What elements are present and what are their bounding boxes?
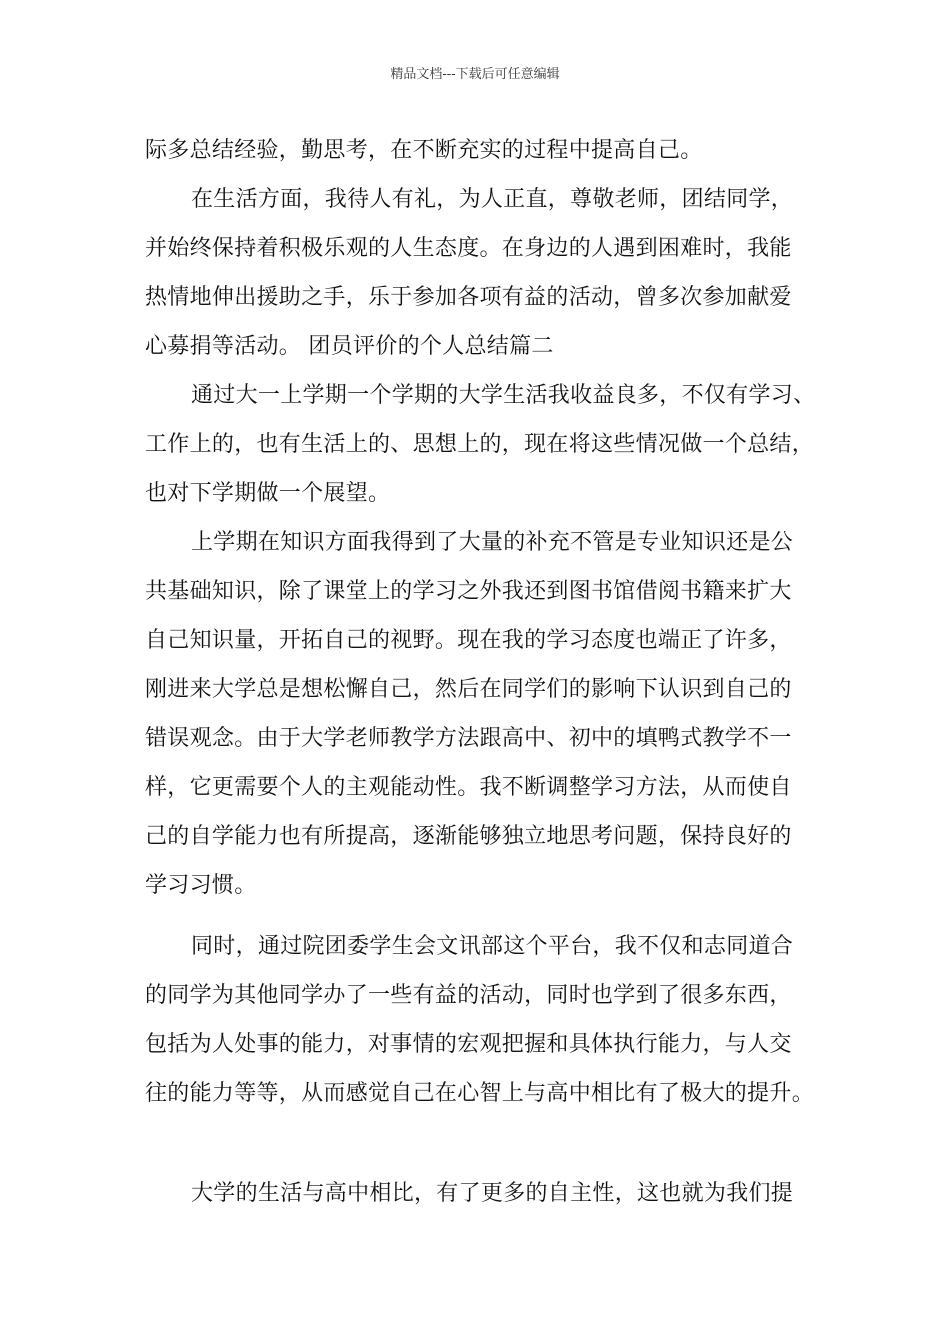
paragraph-line: 心募捐等活动。 团员评价的个人总结篇二: [145, 334, 554, 359]
paragraph-line: 工作上的，也有生活上的、思想上的，现在将这些情况做一个总结，: [145, 432, 815, 457]
paragraph-line: 错误观念。由于大学老师教学方法跟高中、初中的填鸭式教学不一: [145, 726, 792, 751]
paragraph-line: 己的自学能力也有所提高，逐渐能够独立地思考问题，保持良好的: [145, 824, 792, 849]
paragraph-line: 包括为人处事的能力，对事情的宏观把握和具体执行能力，与人交: [145, 1032, 792, 1057]
paragraph-line: 际多总结经验，勤思考，在不断充实的过程中提高自己。: [145, 138, 703, 163]
paragraph-line: 在生活方面，我待人有礼，为人正直，尊敬老师，团结同学，: [191, 187, 794, 212]
paragraph-line: 也对下学期做一个展望。: [145, 481, 391, 506]
paragraph-line: 大学的生活与高中相比，有了更多的自主性，这也就为我们提: [191, 1181, 794, 1206]
page-header: 精品文档---下载后可任意编辑: [390, 67, 560, 82]
paragraph-line: 样，它更需要个人的主观能动性。我不断调整学习方法，从而使自: [145, 775, 792, 800]
paragraph-line: 通过大一上学期一个学期的大学生活我收益良多，不仅有学习、: [191, 383, 816, 408]
paragraph-line: 刚进来大学总是想松懈自己，然后在同学们的影响下认识到自己的: [145, 677, 792, 702]
paragraph-line: 并始终保持着积极乐观的人生态度。在身边的人遇到困难时，我能: [145, 236, 792, 261]
paragraph-line: 共基础知识，除了课堂上的学习之外我还到图书馆借阅书籍来扩大: [145, 579, 792, 604]
paragraph-line: 同时，通过院团委学生会文讯部这个平台，我不仅和志同道合: [191, 934, 794, 959]
paragraph-line: 学习习惯。: [145, 873, 257, 898]
paragraph-line: 自己知识量，开拓自己的视野。现在我的学习态度也端正了许多，: [145, 628, 792, 653]
paragraph-line: 的同学为其他同学办了一些有益的活动，同时也学到了很多东西，: [145, 983, 792, 1008]
paragraph-line: 往的能力等等，从而感觉自己在心智上与高中相比有了极大的提升。: [145, 1081, 815, 1106]
paragraph-line: 上学期在知识方面我得到了大量的补充不管是专业知识还是公: [191, 530, 794, 555]
paragraph-line: 热情地伸出援助之手，乐于参加各项有益的活动，曾多次参加献爱: [145, 285, 792, 310]
